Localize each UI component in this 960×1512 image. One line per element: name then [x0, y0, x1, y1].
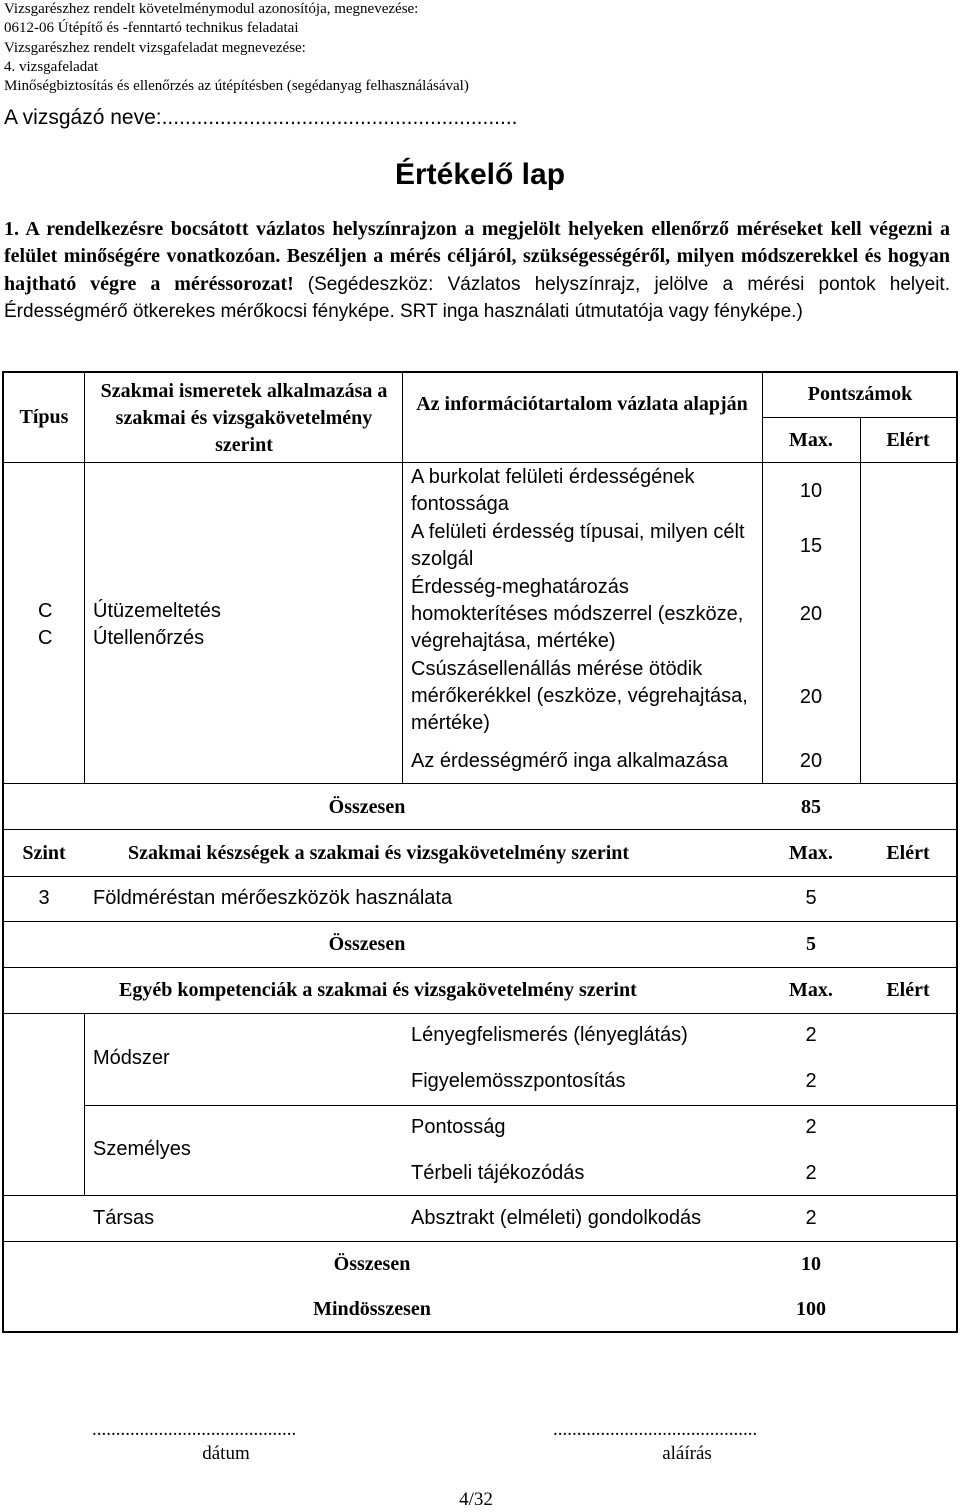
col-header-skills: Szakmai készségek a szakmai és vizsgakövetelmény szerint: [128, 842, 630, 864]
criterion-text: A burkolat felületi érdességének fontossága: [411, 466, 695, 515]
skill-max: 5: [805, 887, 817, 909]
competency-category: Személyes: [93, 1138, 191, 1160]
competency-category: Társas: [93, 1207, 155, 1229]
grand-total-max: 100: [796, 1298, 826, 1320]
header-line: Minőségbiztosítás és ellenőrzés az útépítésben (segédanyag felhasználásával): [4, 78, 469, 95]
competency-text: Lényegfelismerés (lényeglátás): [411, 1024, 688, 1046]
subtotal-label: Összesen: [333, 1253, 411, 1275]
header-line: 0612-06 Útépítő és -fenntartó technikus feladatai: [4, 20, 299, 37]
competency-max: 2: [805, 1116, 817, 1138]
criterion-text: Csúszásellenállás mérése ötödik mérőkerékkel (eszköze, végrehajtása, mértéke): [411, 658, 748, 734]
col-header-max: Max.: [789, 429, 833, 451]
criterion-text: Érdesség-meghatározás homokterítéses módszerrel (eszköze, végrehajtása, mértéke): [411, 576, 744, 652]
col-header-achieved: Elért: [886, 979, 930, 1001]
type-code: C: [38, 600, 53, 622]
subtotal-max: 5: [806, 933, 816, 955]
col-header-achieved: Elért: [886, 842, 930, 864]
criterion-text: A felületi érdesség típusai, milyen célt szolgál: [411, 521, 745, 570]
skill-text: Földméréstan mérőeszközök használata: [93, 887, 453, 909]
col-header-competencies: Egyéb kompetenciák a szakmai és vizsgakövetelmény szerint: [119, 979, 637, 1001]
col-header-achieved: Elért: [886, 429, 930, 451]
header-line: Vizsgarészhez rendelt követelménymodul azonosítója, megnevezése:: [4, 1, 419, 17]
competency-max: 2: [805, 1207, 817, 1229]
col-header-level: Szint: [22, 842, 66, 864]
type-code: C: [38, 627, 53, 649]
date-label: dátum: [202, 1443, 250, 1464]
grand-total-label: Mindösszesen: [313, 1298, 431, 1320]
header-line: Vizsgarészhez rendelt vizsgafeladat megnevezése:: [4, 39, 306, 56]
criterion-max: 20: [799, 750, 823, 772]
subtotal-max: 85: [801, 796, 821, 818]
candidate-name-field: A vizsgázó neve:.............................................................: [4, 106, 518, 129]
competency-category: Módszer: [93, 1047, 170, 1069]
task-text: 1. A rendelkezésre bocsátott vázlatos helyszínrajzon a megjelölt helyeken ellenőrző méréseket kell végezni a felület minőségére vonatkozóan. Beszéljen a mérés céljáról, szükségességéről, milyen módszerekkel és hogyan hajtható végre a méréssorozat!: [4, 218, 950, 295]
page-title: Értékelő lap: [394, 158, 566, 191]
area-label: Útüzemeltetés: [93, 600, 221, 622]
task-aids: (Segédeszköz: Vázlatos helyszínrajz, jelölve a mérési pontok helyeit. Érdességmérő ötkerekes mérőkocsi fényképe. SRT inga használati útmutatója vagy fényképe.): [4, 273, 950, 322]
col-header-info: Az információtartalom vázlata alapján: [416, 393, 748, 415]
competency-max: 2: [805, 1024, 817, 1046]
date-line: ...........................................: [92, 1419, 297, 1440]
col-header-knowledge: Szakmai ismeretek alkalmazása a szakmai és vizsgakövetelmény szerint: [100, 380, 388, 456]
competency-text: Pontosság: [411, 1116, 506, 1138]
skill-level: 3: [38, 887, 50, 909]
criterion-text: Az érdességmérő inga alkalmazása: [411, 750, 728, 772]
competency-text: Figyelemösszpontosítás: [411, 1070, 626, 1092]
signature-line: ...........................................: [553, 1419, 758, 1440]
competency-max: 2: [805, 1070, 817, 1092]
col-header-points: Pontszámok: [807, 383, 913, 405]
competency-max: 2: [805, 1162, 817, 1184]
header-line: 4. vizsgafeladat: [4, 58, 99, 75]
subtotal-label: Összesen: [328, 796, 406, 818]
area-label: Útellenőrzés: [93, 627, 205, 649]
competency-text: Absztrakt (elméleti) gondolkodás: [411, 1207, 702, 1229]
signature-label: aláírás: [662, 1443, 712, 1464]
subtotal-label: Összesen: [328, 933, 406, 955]
criterion-max: 20: [799, 686, 823, 708]
col-header-type: Típus: [19, 406, 69, 428]
page-number: 4/32: [459, 1489, 493, 1510]
col-header-max: Max.: [789, 842, 833, 864]
criterion-max: 10: [799, 480, 823, 502]
criterion-max: 20: [799, 603, 823, 625]
subtotal-max: 10: [801, 1253, 821, 1275]
competency-text: Térbeli tájékozódás: [411, 1162, 585, 1184]
criterion-max: 15: [799, 535, 823, 557]
col-header-max: Max.: [789, 979, 833, 1001]
